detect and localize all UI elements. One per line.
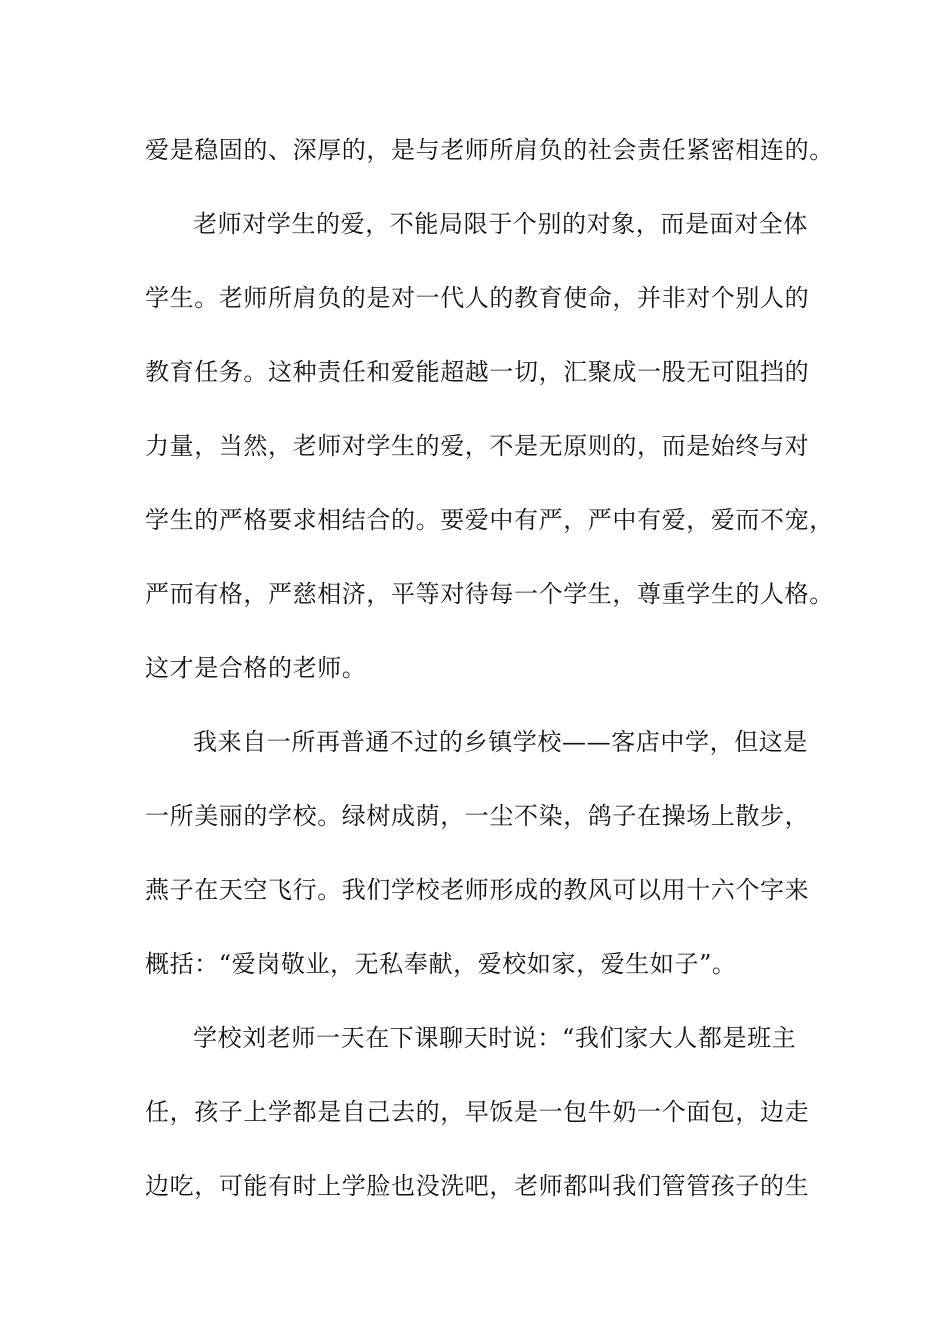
- text-line: 教育任务。这种责任和爱能超越一切，汇聚成一股无可阻挡的: [145, 358, 810, 386]
- text-line: 严而有格，严慈相济，平等对待每一个学生，尊重学生的人格。: [145, 580, 834, 608]
- text-line: 学生。老师所肩负的是对一代人的教育使命，并非对个别人的: [145, 284, 810, 312]
- text-line: 力量，当然，老师对学生的爱，不是无原则的，而是始终与对: [145, 432, 810, 460]
- paragraph-start-line: 老师对学生的爱，不能局限于个别的对象，而是面对全体: [193, 210, 808, 238]
- paragraph-start-line: 我来自一所再普通不过的乡镇学校——客店中学，但这是: [193, 728, 808, 756]
- text-line: 这才是合格的老师。: [145, 654, 367, 682]
- text-line: 燕子在天空飞行。我们学校老师形成的教风可以用十六个字来: [145, 876, 810, 904]
- text-line: 边吃，可能有时上学脸也没洗吧，老师都叫我们管管孩子的生: [145, 1172, 810, 1200]
- text-line: 爱是稳固的、深厚的，是与老师所肩负的社会责任紧密相连的。: [145, 136, 834, 164]
- paragraph-start-line: 学校刘老师一天在下课聊天时说：“我们家大人都是班主: [193, 1024, 797, 1052]
- text-line: 学生的严格要求相结合的。要爱中有严，严中有爱，爱而不宠，: [145, 506, 834, 534]
- text-line: 任，孩子上学都是自己去的，早饭是一包牛奶一个面包，边走: [145, 1098, 810, 1126]
- text-line: 概括：“爱岗敬业，无私奉献，爱校如家，爱生如子”。: [145, 950, 737, 978]
- text-line: 一所美丽的学校。绿树成荫，一尘不染，鸽子在操场上散步，: [145, 802, 810, 830]
